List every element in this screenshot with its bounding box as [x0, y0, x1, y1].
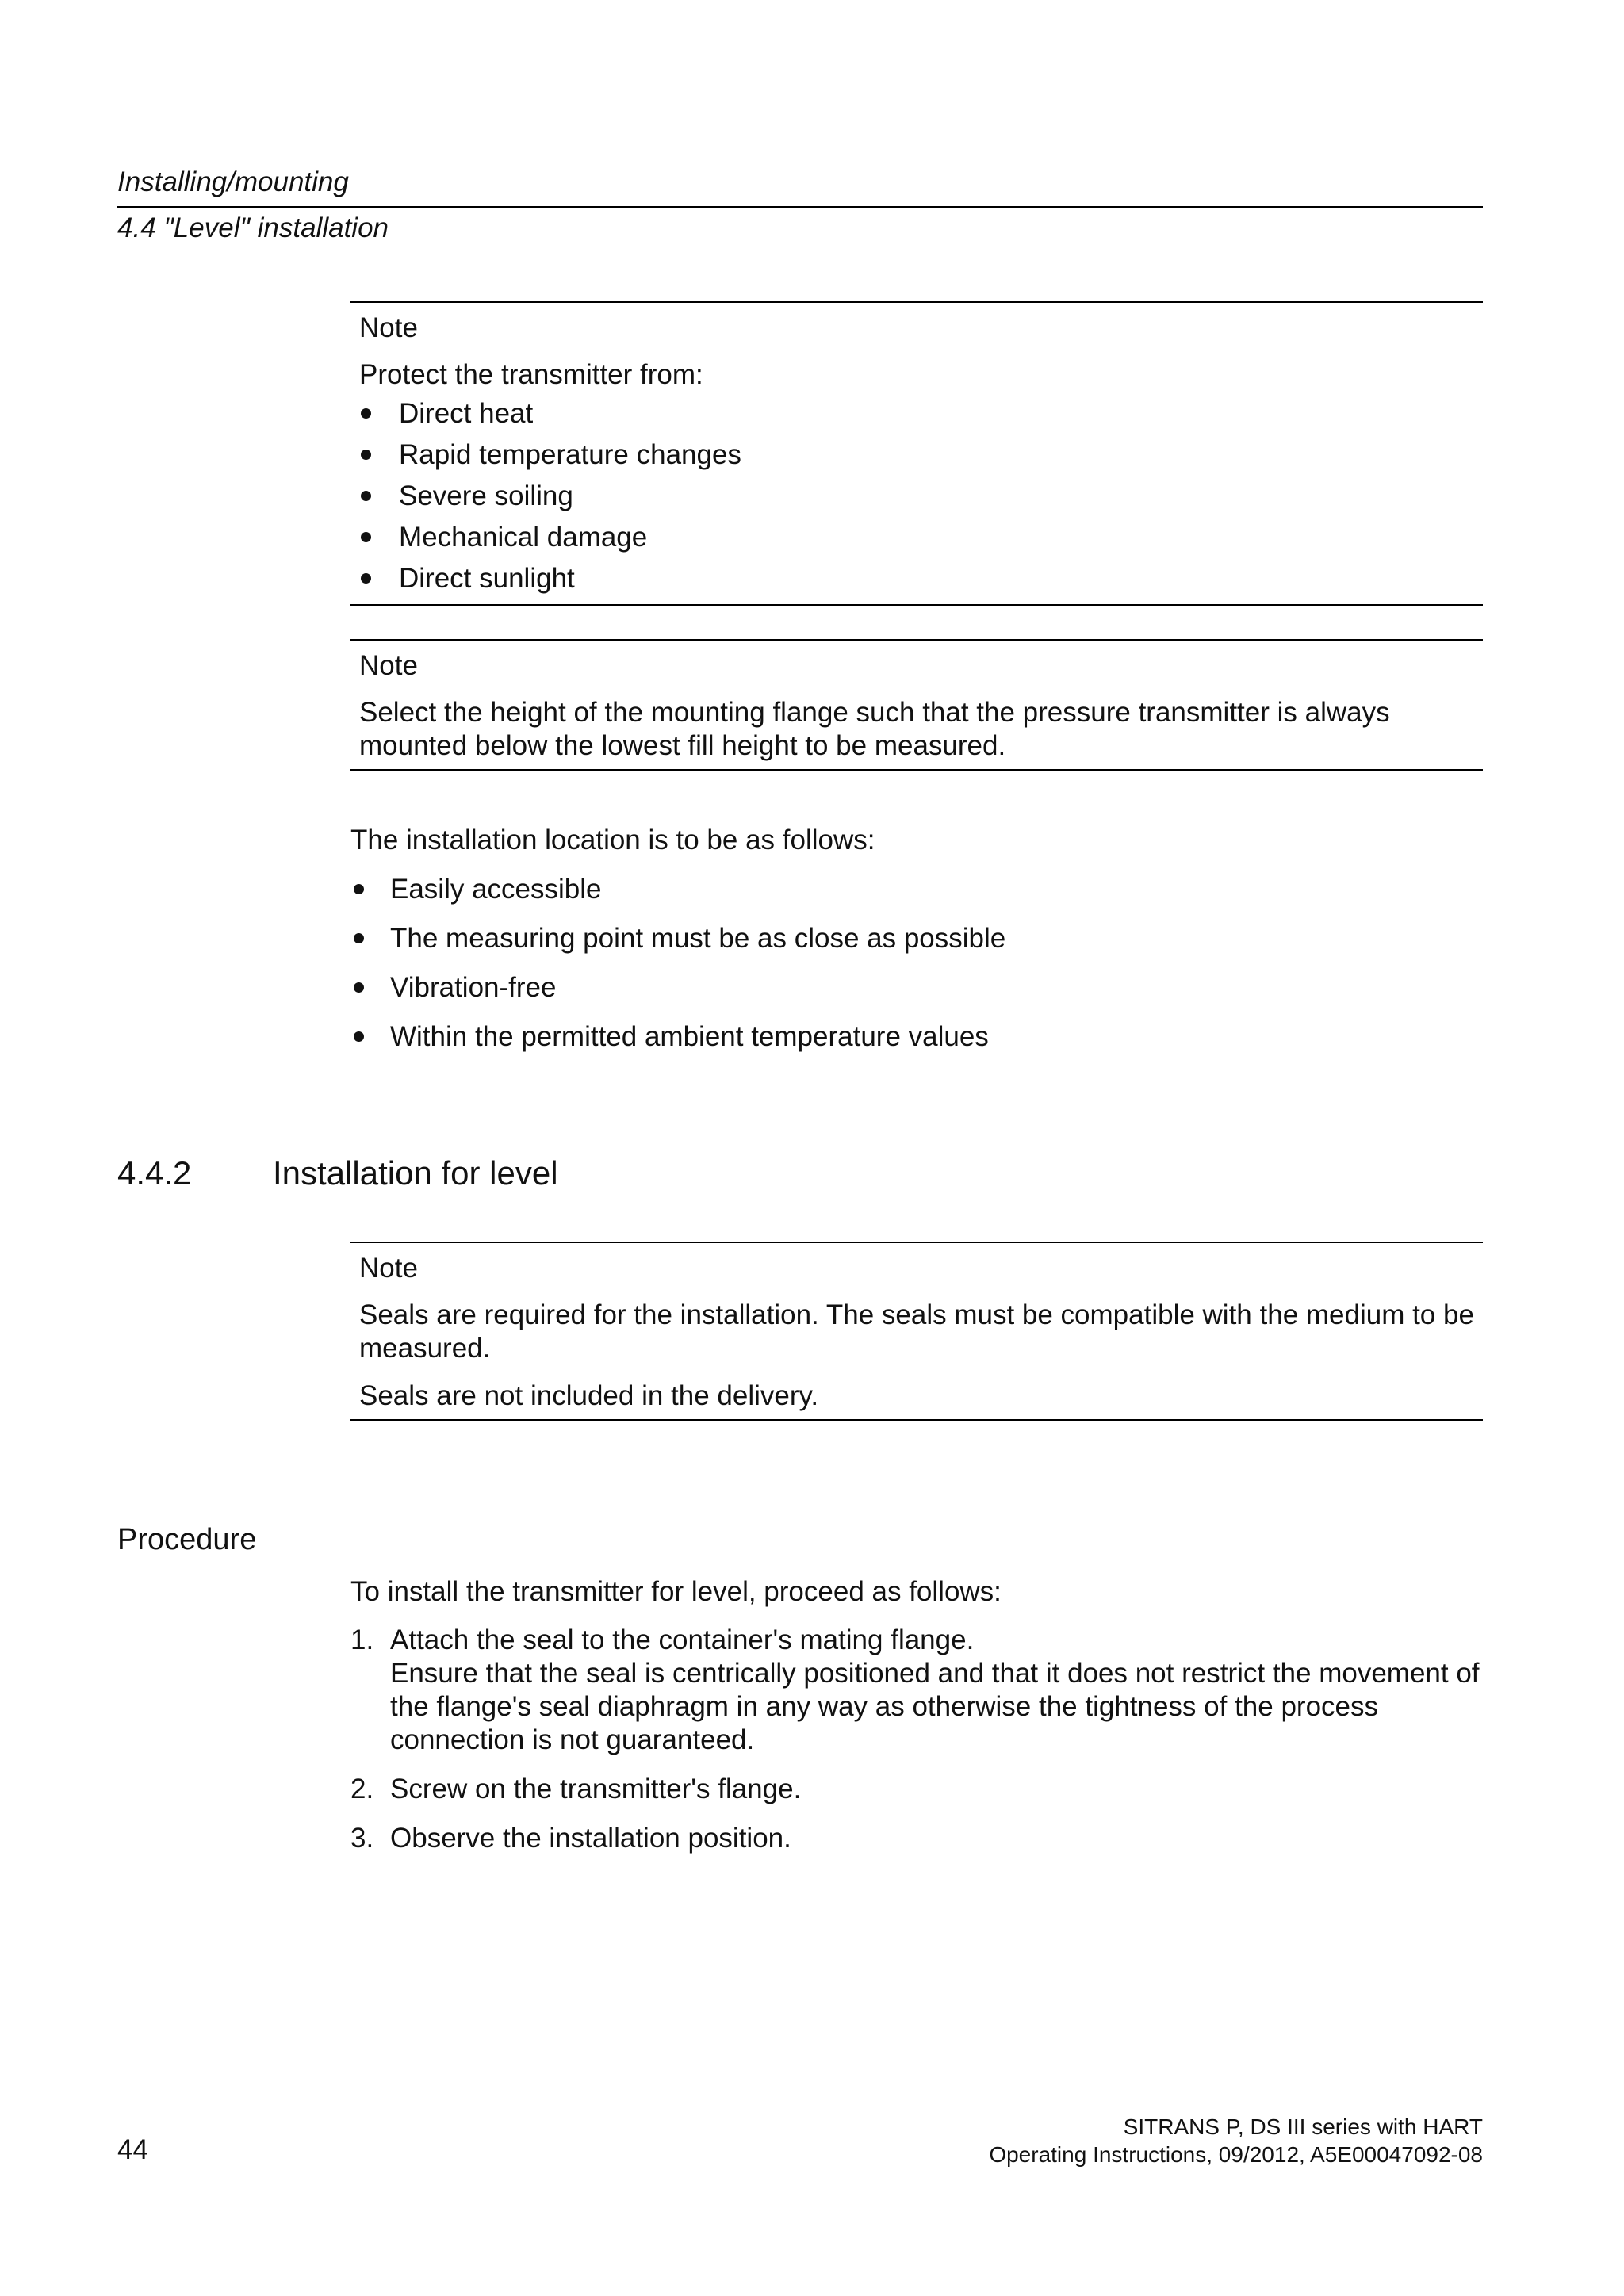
note-paragraph: Seals are not included in the delivery. — [359, 1380, 819, 1411]
footer-product: SITRANS P, DS III series with HART — [1123, 2114, 1483, 2139]
procedure-heading: Procedure — [117, 1523, 257, 1556]
list-item: The measuring point must be as close as possible — [350, 921, 1484, 956]
step-number: 2. — [350, 1774, 374, 1804]
location-list — [350, 872, 1484, 1069]
location-intro: The installation location is to be as follows: — [350, 825, 875, 855]
page-number: 44 — [117, 2134, 148, 2165]
note-title: Note — [359, 1253, 418, 1284]
list-item: Within the permitted ambient temperature values — [350, 1020, 1484, 1054]
procedure-step — [350, 1773, 1484, 1806]
note-protect-transmitter — [350, 301, 1483, 606]
list-item: Mechanical damage — [359, 517, 1475, 558]
procedure-step — [350, 1822, 1484, 1855]
list-item: Vibration-free — [350, 970, 1484, 1005]
list-item: Direct sunlight — [359, 558, 1475, 599]
procedure-intro: To install the transmitter for level, proceed as follows: — [350, 1576, 1002, 1607]
section-number: 4.4.2 — [117, 1154, 192, 1192]
protect-list — [359, 393, 1475, 599]
procedure-steps — [350, 1624, 1484, 1871]
step-detail: Ensure that the seal is centrically positioned and that it does not restrict the movement of the flange's seal diaphragm in any way as otherwise the tightness of the process connection is not guaranteed. — [390, 1658, 1480, 1755]
note-seals — [350, 1242, 1483, 1421]
list-item: Easily accessible — [350, 872, 1484, 907]
section-title: Installation for level — [273, 1154, 558, 1192]
list-item: Direct heat — [359, 393, 1475, 434]
running-header-chapter: Installing/mounting — [117, 166, 349, 197]
step-text: Observe the installation position. — [390, 1823, 791, 1854]
step-text: Screw on the transmitter's flange. — [390, 1774, 802, 1804]
note-title: Note — [359, 312, 418, 343]
list-item: Rapid temperature changes — [359, 434, 1475, 476]
step-number: 3. — [350, 1823, 374, 1854]
note-paragraph: Seals are required for the installation. The seals must be compatible with the medium to be measured. — [359, 1299, 1474, 1364]
step-number: 1. — [350, 1624, 374, 1655]
note-intro: Protect the transmitter from: — [359, 359, 703, 390]
header-rule — [117, 206, 1483, 208]
procedure-step — [350, 1624, 1484, 1757]
list-item: Severe soiling — [359, 476, 1475, 517]
footer-doc-info — [989, 2113, 1483, 2168]
footer-document: Operating Instructions, 09/2012, A5E00047092-08 — [989, 2142, 1483, 2167]
note-mounting-flange-height — [350, 639, 1483, 771]
running-header-section: 4.4 "Level" installation — [117, 212, 389, 243]
note-title: Note — [359, 650, 418, 681]
step-text: Attach the seal to the container's mating flange. — [390, 1624, 975, 1655]
note-text: Select the height of the mounting flange such that the pressure transmitter is always mounted below the lowest fill height to be measured. — [359, 697, 1390, 761]
